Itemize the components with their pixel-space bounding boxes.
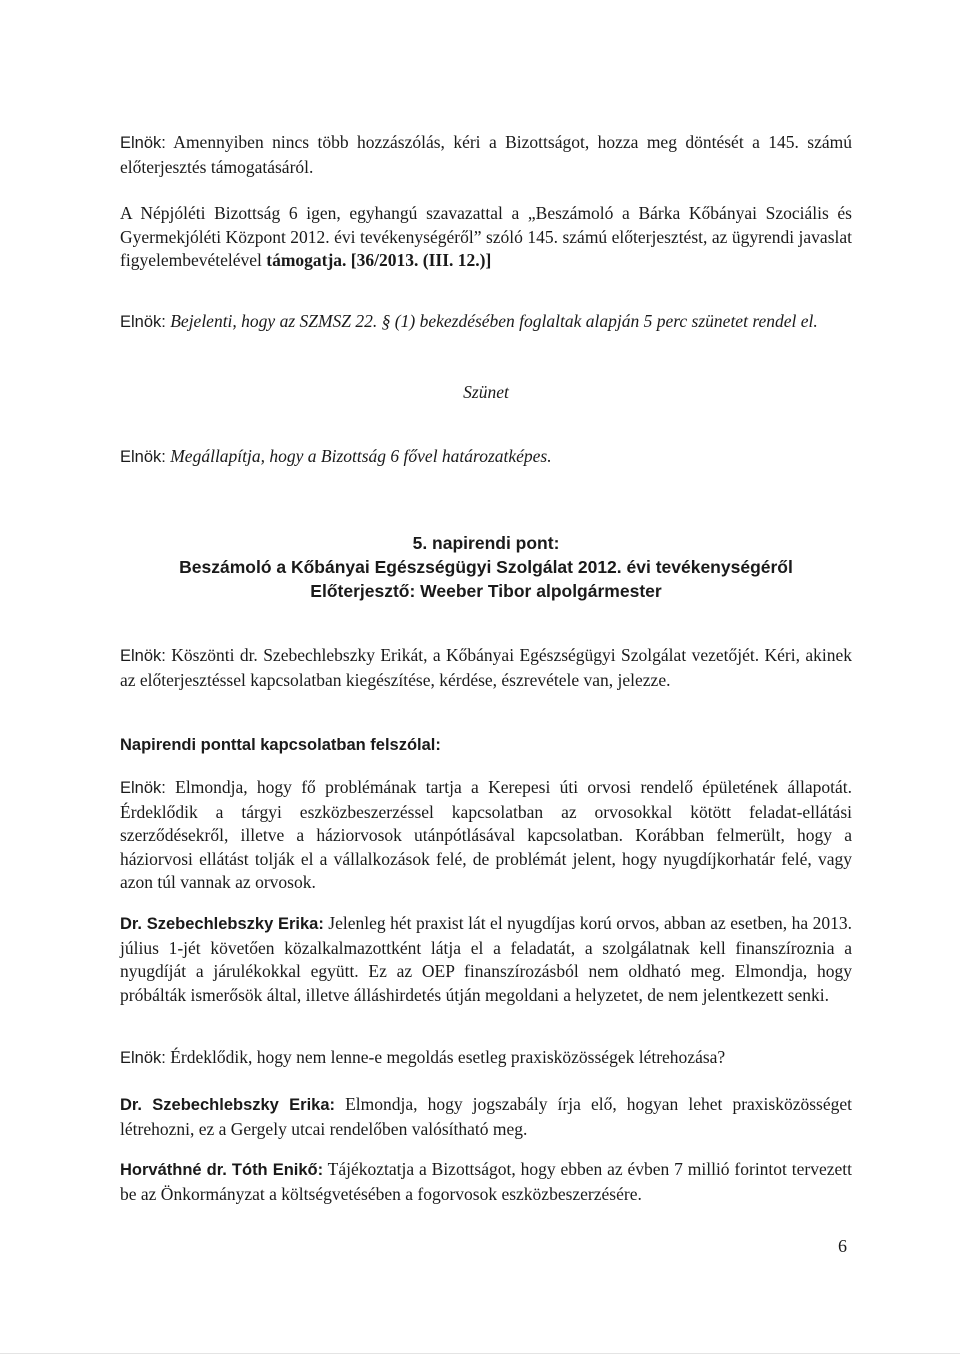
paragraph-chair-question xyxy=(120,776,852,895)
paragraph-text: Tájékoztatja a Bizottságot, hogy ebben az évben 7 millió forintot tervezett be az Önkormányzat a költségvetésében a fogorvosok eszközbeszerzésére. xyxy=(120,1159,852,1204)
paragraph-chair-welcome xyxy=(120,644,852,692)
resolution-text: A Népjóléti Bizottság 6 igen, egyhangú szavazattal a „Beszámoló a Bárka Kőbányai Szociális és Gyermekjóléti Központ 2012. évi tevékenységéről” szóló 145. számú előterjesztést, az ügyrendi javaslat figyelembevételével xyxy=(120,203,852,270)
paragraph-text: Köszönti dr. Szebechlebszky Erikát, a Kőbányai Egészségügyi Szolgálat vezetőjét. Kéri, akinek az előterjesztéssel kapcsolatban kiegészítése, kérdése, észrevétele van, jelezze. xyxy=(120,645,852,690)
speaker-label: Dr. Szebechlebszky Erika: xyxy=(120,1096,335,1114)
paragraph-break-announcement xyxy=(120,310,852,335)
paragraph-director-reply xyxy=(120,1093,852,1141)
speaker-label: Elnök: xyxy=(120,134,166,152)
speaker-label: Elnök: xyxy=(120,448,166,466)
speaker-label: Elnök: xyxy=(120,647,166,665)
paragraph-chair-inquiry xyxy=(120,1046,852,1071)
paragraph-text: Megállapítja, hogy a Bizottság 6 fővel határozatképes. xyxy=(165,446,552,466)
paragraph-text: Amennyiben nincs több hozzászólás, kéri a Bizottságot, hozza meg döntését a 145. számú előterjesztés támogatásáról. xyxy=(120,132,852,177)
paragraph-text: Elmondja, hogy jogszabály írja elő, hogyan lehet praxisközösséget létrehozni, ez a Gergely utcai rendelőben valósítható meg. xyxy=(120,1094,852,1139)
agenda-item-title: Beszámoló a Kőbányai Egészségügyi Szolgálat 2012. évi tevékenységéről xyxy=(179,557,793,577)
page-number: 6 xyxy=(838,1236,847,1256)
speaker-label: Elnök: xyxy=(120,1049,166,1067)
paragraph-text: Érdeklődik, hogy nem lenne-e megoldás esetleg praxisközösségek létrehozása? xyxy=(165,1047,726,1067)
agenda-item-presenter: Előterjesztő: Weeber Tibor alpolgármester xyxy=(310,581,662,601)
paragraph-text: Bejelenti, hogy az SZMSZ 22. § (1) bekezdésében foglaltak alapján 5 perc szünetet rendel el. xyxy=(165,311,818,331)
paragraph-director-answer xyxy=(120,912,852,1007)
pause-label: Szünet xyxy=(463,382,509,402)
section-heading: Napirendi ponttal kapcsolatban felszólal: xyxy=(120,736,441,754)
paragraph-text: Jelenleg hét praxist lát el nyugdíjas korú orvos, abban az esetben, ha 2013. július 1-jét követően közalkalmazottként látja el a feladatát, a szolgálatnak kell finanszíroznia a nyugdíját a járulékokkal együtt. Ez az OEP finanszírozásból nem oldható meg. Elmondja, hogy próbálták ismerősök által, illetve álláshirdetés útján megoldani a helyzetet, de nem jelentkezett senki. xyxy=(120,913,852,1005)
paragraph-resolution xyxy=(120,202,852,273)
speaker-label: Elnök: xyxy=(120,313,166,331)
paragraph-budget-info xyxy=(120,1158,852,1206)
resolution-number: támogatja. [36/2013. (III. 12.)] xyxy=(266,250,492,270)
bottom-edge-line xyxy=(0,1353,960,1354)
paragraph-quorum xyxy=(120,445,852,470)
paragraph-chair-closing xyxy=(120,131,852,179)
agenda-item-number: 5. napirendi pont: xyxy=(412,533,560,553)
paragraph-text: Elmondja, hogy fő problémának tartja a Kerepesi úti orvosi rendelő épületének állapotát. Érdeklődik a tárgyi eszközbeszerzéssel kapcsolatban az orvosokkal kötött feladat-ellátási szerződésekről, illetve a háziorvosok utánpótlásával kapcsolatban. Korábban felmerült, hogy a háziorvosi ellátást tolják el a vállalkozások felé, de problémát jelent, hogy nyugdíjkorhatár felé, vagy azon túl vannak az orvosok. xyxy=(120,777,852,892)
speaker-label: Horváthné dr. Tóth Enikő: xyxy=(120,1161,324,1179)
speaker-label: Dr. Szebechlebszky Erika: xyxy=(120,915,324,933)
speaker-label: Elnök: xyxy=(120,779,166,797)
